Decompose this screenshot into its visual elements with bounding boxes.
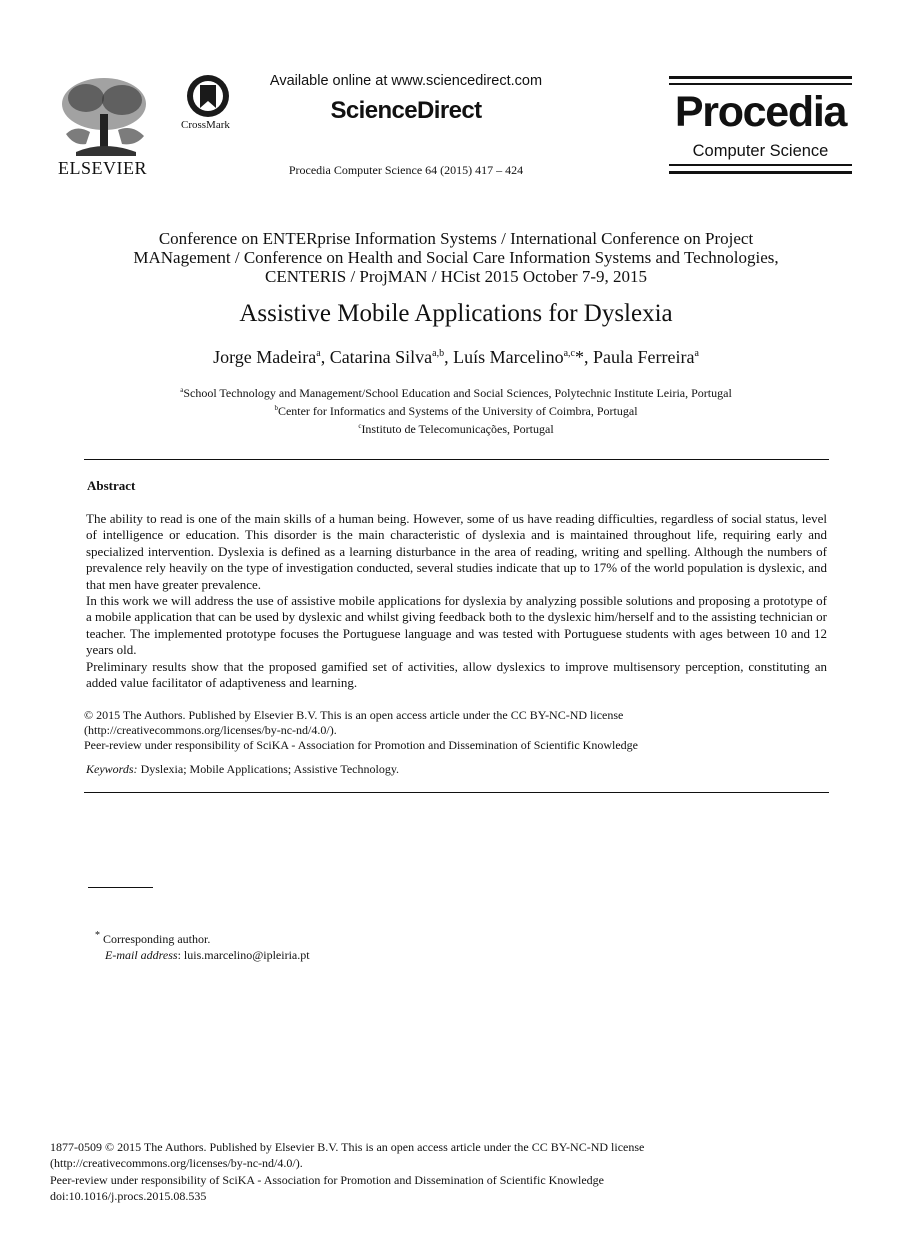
affiliation-mark: c [358, 422, 362, 430]
conference-name [60, 229, 852, 286]
author-name: Paula Ferreira [593, 347, 695, 367]
author-affil-mark: a,b [432, 348, 445, 359]
affiliation-text: School Technology and Management/School Education and Social Sciences, Polytechnic Institute Leiria, Portugal [183, 386, 732, 400]
abstract-paragraph: The ability to read is one of the main skills of a human being. However, some of us have reading difficulties, regardless of social status, level of intelligence or education. This disorder is the main characteristic of dyslexia and is maintained throughout life, requiring early and specialized intervention. Dyslexia is defined as a learning disturbance in the area of reading, writing and spelling. Although the numbers of prevalence rely heavily on the type of investigation conducted, several studies indicate that up to 17% of the world population is dyslexic, and that men have greater prevalence. [86, 511, 827, 592]
author-name: Catarina Silva [329, 347, 433, 367]
paper-title: Assistive Mobile Applications for Dyslexia [239, 300, 673, 327]
license-line: © 2015 The Authors. Published by Elsevier B.V. This is an open access article under the CC BY-NC-ND license [84, 708, 624, 722]
footer-doi[interactable]: doi:10.1016/j.procs.2015.08.535 [50, 1189, 207, 1204]
author-affil-mark: a [316, 348, 321, 359]
procedia-wordmark: Procedia [674, 88, 847, 136]
conference-line: Conference on ENTERprise Information Systems / International Conference on Project [158, 229, 754, 248]
affiliation-mark: a [180, 386, 184, 394]
abstract-paragraph: In this work we will address the use of assistive mobile applications for dyslexia by analyzing possible solutions and proposing a prototype of a mobile application that can be used by dyslexic and whilst giving feedback both to the dyslexic him/herself and to the assisting technician or teacher. The implemented prototype focuses the Portuguese language and was tested with Portuguese students with ages between 10 and 12 years old. [86, 593, 827, 658]
affiliation-list [60, 383, 852, 437]
footnote-divider [88, 887, 153, 888]
author-name: Jorge Madeira [213, 347, 317, 367]
email-label: E-mail address [105, 948, 178, 962]
footnote-marker: * [95, 930, 100, 941]
procedia-subtitle: Computer Science [692, 142, 829, 160]
corresponding-author-note: Corresponding author. [100, 932, 211, 946]
available-online-text: Available online at www.sciencedirect.com [269, 73, 543, 89]
affiliation-text: Instituto de Telecomunicações, Portugal [361, 422, 554, 436]
email-address[interactable]: : luis.marcelino@ipleiria.pt [177, 948, 310, 962]
affiliation [60, 419, 852, 437]
abstract-paragraph: Preliminary results show that the proposed gamified set of activities, allow dyslexics to improve multisensory perception, constituting an added value facilitator of adaptiveness and learning. [86, 658, 827, 691]
conference-line: MANagement / Conference on Health and Social Care Information Systems and Technologies, [133, 248, 779, 267]
footer-issn-line: 1877-0509 © 2015 The Authors. Published by Elsevier B.V. This is an open access article under the CC BY-NC-ND license [50, 1140, 645, 1154]
peer-review-line: Peer-review under responsibility of SciKA - Association for Promotion and Dissemination of Scientific Knowledge [84, 738, 638, 752]
author-name: Luís Marcelino [453, 347, 564, 367]
page-footer [50, 1139, 850, 1205]
affiliation-mark: b [274, 404, 278, 412]
footer-peer-review: Peer-review under responsibility of SciKA - Association for Promotion and Dissemination of Scientific Knowledge [50, 1172, 604, 1187]
affiliation [60, 401, 852, 419]
author-affil-mark: a,c [563, 348, 575, 359]
journal-reference: Procedia Computer Science 64 (2015) 417 – 424 [288, 163, 524, 177]
author-list: Jorge Madeira$^a$, Catarina Silva$^{a,b}$, Luís Marcelino$^{a,c}$*, Paula Ferreira$^a$ [213, 347, 699, 367]
section-divider [84, 792, 829, 793]
footer-license-link[interactable]: (http://creativecommons.org/licenses/by-nc-nd/4.0/). [50, 1156, 303, 1171]
section-divider [84, 459, 829, 460]
crossmark-label: CrossMark [181, 119, 230, 131]
affiliation [60, 383, 852, 401]
keywords [86, 762, 399, 777]
author-affil-mark: a [694, 348, 699, 359]
license-link[interactable]: (http://creativecommons.org/licenses/by-nc-nd/4.0/). [84, 723, 337, 737]
keywords-label: Keywords: [86, 762, 138, 776]
conference-line: CENTERIS / ProjMAN / HCist 2015 October 7-9, 2015 [264, 267, 648, 286]
license-notice [84, 708, 804, 753]
keywords-text: Dyslexia; Mobile Applications; Assistive Technology. [137, 762, 400, 776]
elsevier-wordmark: ELSEVIER [58, 158, 147, 178]
abstract-heading: Abstract [87, 478, 136, 493]
sciencedirect-wordmark: ScienceDirect [330, 97, 482, 124]
footnote [95, 928, 310, 963]
affiliation-text: Center for Informatics and Systems of the University of Coimbra, Portugal [277, 404, 638, 418]
abstract-body [86, 511, 827, 691]
corresponding-marker: * [575, 347, 584, 367]
